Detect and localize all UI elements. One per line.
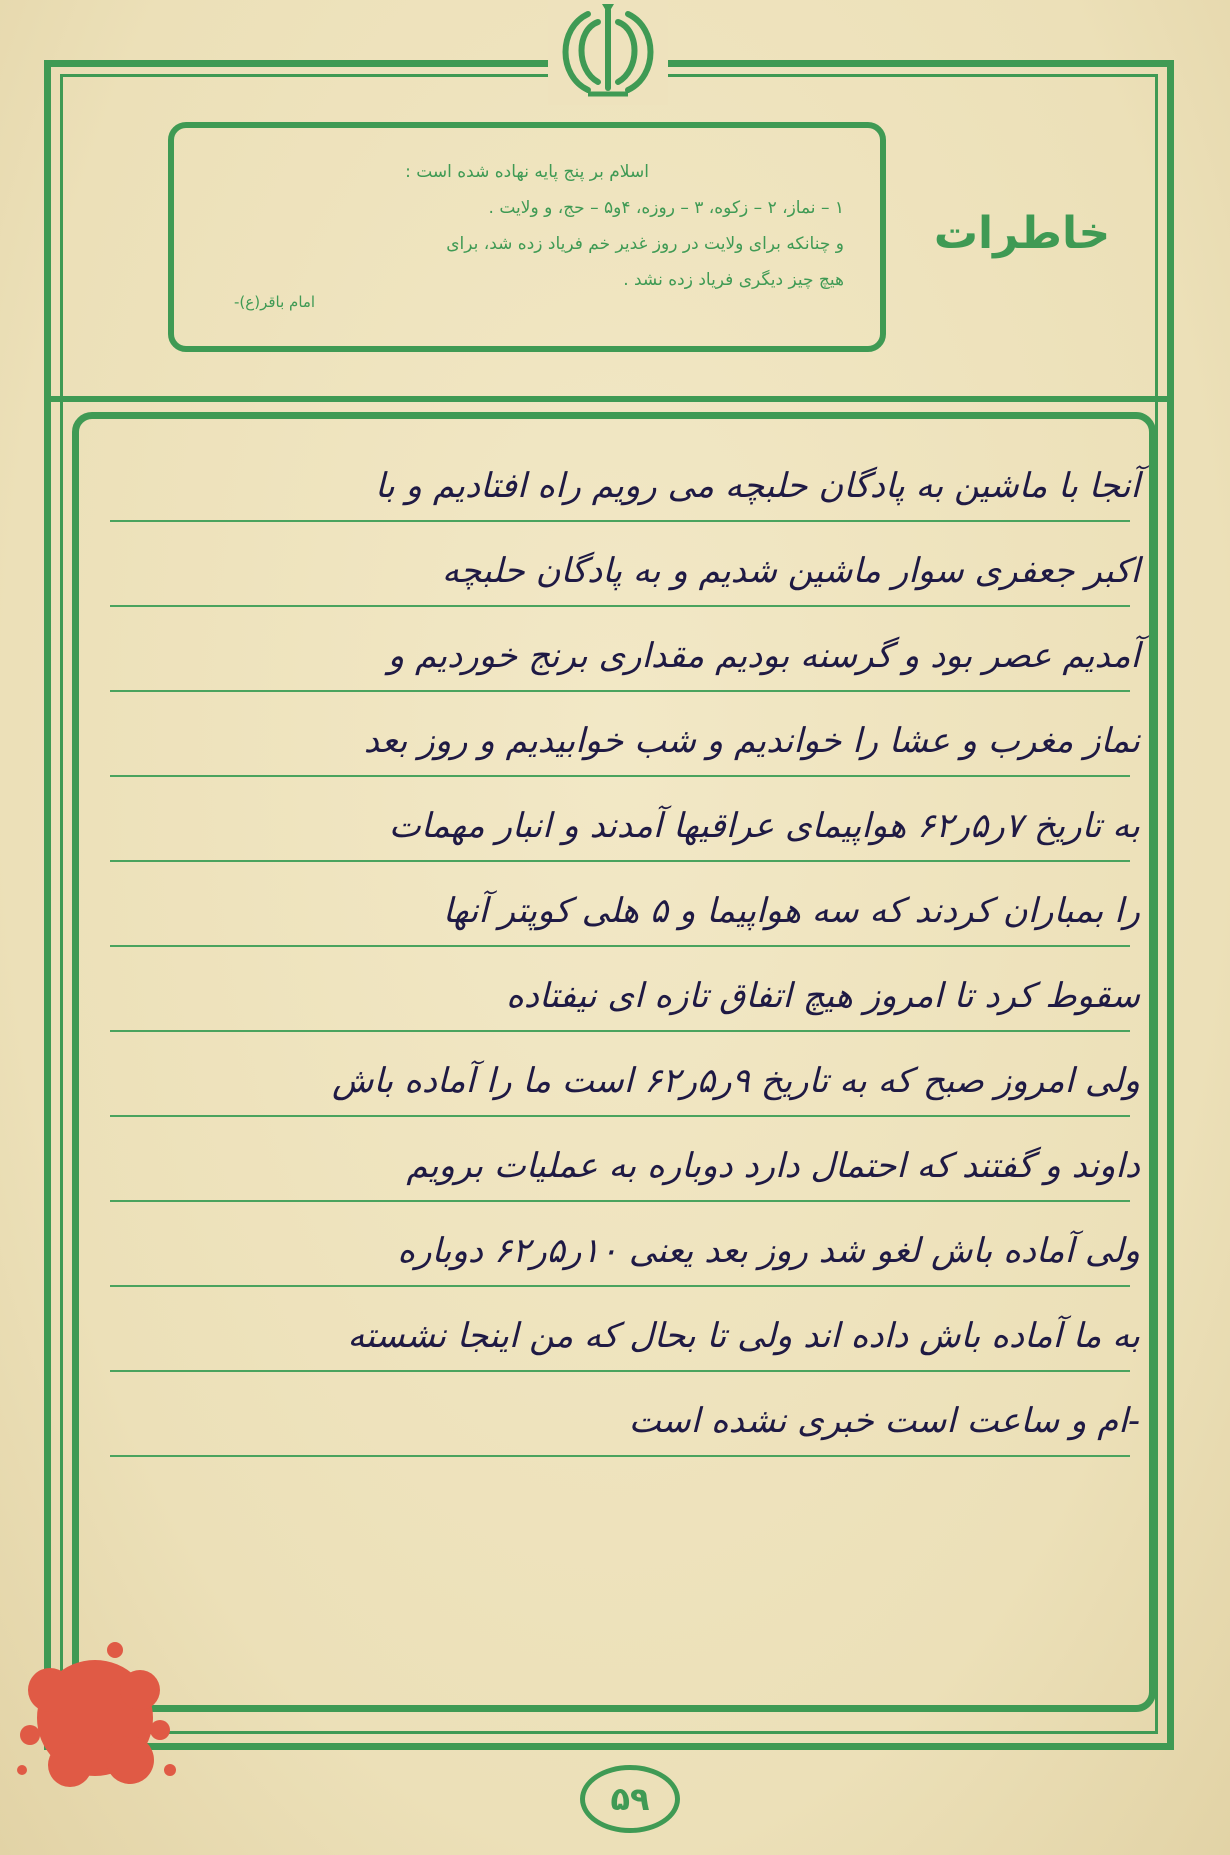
handwritten-line: ولی آماده باش لغو شد روز بعد یعنی ۱۰ر۵ر۶۲ دوباره [397,1231,1140,1271]
handwritten-line: را بمباران کردند که سه هواپیما و ۵ هلی کوپتر آنها [442,891,1140,931]
ruled-line [110,1030,1130,1032]
ruled-line [110,520,1130,522]
ruled-line [110,1370,1130,1372]
ruled-line [110,690,1130,692]
blood-splatter-icon [10,1630,180,1800]
hadith-line: اسلام بر پنج پایه نهاده شده است : [405,162,649,182]
hadith-line: ۱ – نماز، ۲ – زکوه، ۳ – روزه، ۴و۵ – حج، و ولایت . [488,198,844,218]
hadith-line: هیچ چیز دیگری فریاد زده نشد . [623,270,844,290]
handwritten-line: آنجا با ماشین به پادگان حلبچه می رویم راه افتادیم و با [375,466,1140,506]
handwritten-line: اکبر جعفری سوار ماشین شدیم و به پادگان حلبچه [442,551,1140,591]
hadith-line: و چنانکه برای ولایت در روز غدیر خم فریاد زده شد، برای [446,234,844,254]
handwritten-line: نماز مغرب و عشا را خواندیم و شب خوابیدیم و روز بعد [363,721,1140,761]
handwritten-line: ولی امروز صبح که به تاریخ ۹ر۵ر۶۲ است ما را آماده باش [331,1061,1140,1101]
ruled-line [110,1200,1130,1202]
handwritten-line: داوند و گفتند که احتمال دارد دوباره به عملیات برویم [406,1146,1140,1186]
ruled-line [110,860,1130,862]
handwritten-line: -ام و ساعت است خبری نشده است [628,1401,1140,1441]
ruled-line [110,945,1130,947]
iran-emblem-icon [548,0,668,105]
ruled-line [110,1115,1130,1117]
ruled-line [110,775,1130,777]
handwritten-line: آمدیم عصر بود و گرسنه بودیم مقداری برنج خوردیم و [387,636,1140,676]
ruled-line [110,1455,1130,1457]
section-title: خاطرات [933,208,1111,259]
page-number: ۵۹ [580,1765,680,1833]
ruled-line [110,605,1130,607]
handwritten-line: سقوط کرد تا امروز هیچ اتفاق تازه ای نیفتاده [506,976,1140,1016]
section-divider [50,396,1168,402]
ruled-line [110,1285,1130,1287]
hadith-attribution: امام باقر(ع)- [234,293,316,311]
handwritten-line: به تاریخ ۷ر۵ر۶۲ هواپیمای عراقیها آمدند و انبار مهمات [388,806,1140,846]
handwritten-line: به ما آماده باش داده اند ولی تا بحال که من اینجا نشسته [347,1316,1140,1356]
hadith-box [168,122,886,352]
